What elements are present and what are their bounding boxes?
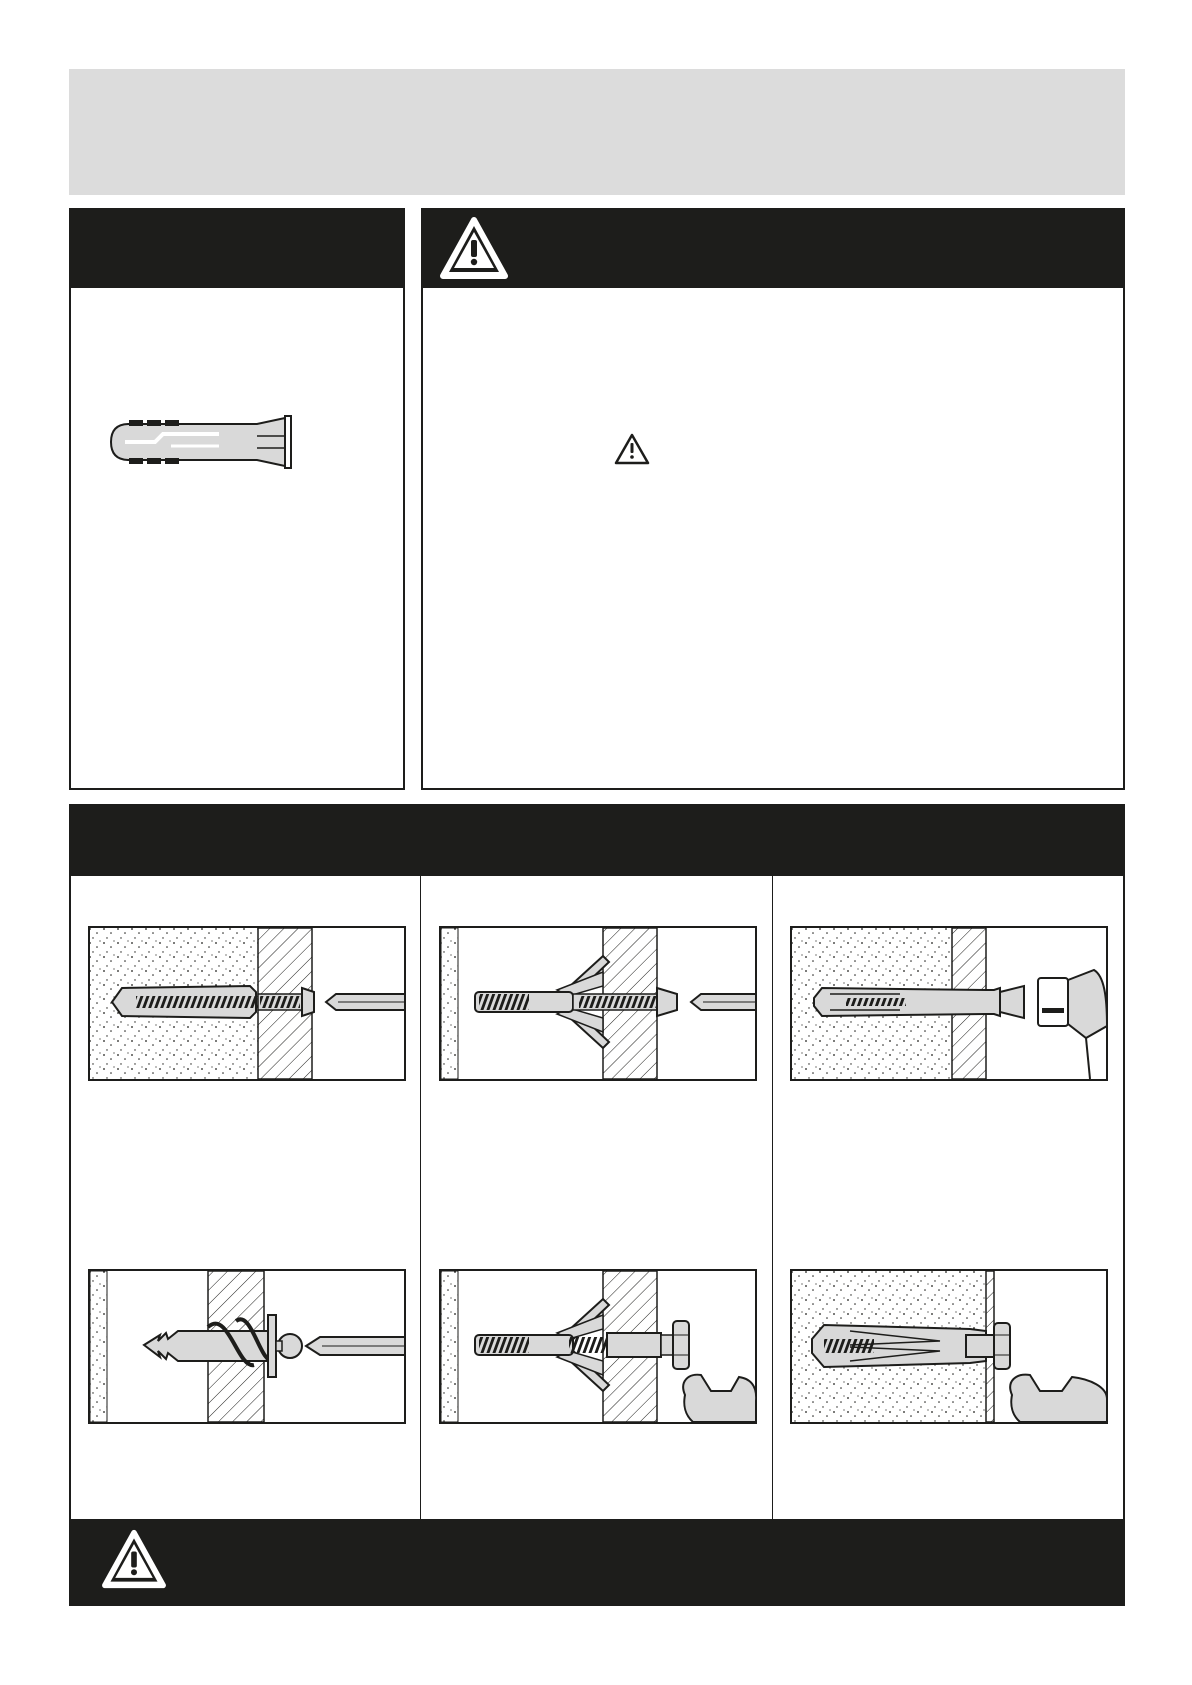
fixings-section-header [71,806,1123,876]
left-panel-header [71,210,403,288]
column-divider [772,876,773,1519]
left-panel-text [71,288,403,312]
footer-warning-bar [71,1519,1123,1604]
spring-toggle-fixing-icon [439,926,757,1081]
right-panel [421,208,1125,790]
hammer-fixing-icon [790,926,1108,1081]
spring-toggle-bolt-spanner-icon [439,1269,757,1424]
left-panel-title [71,210,403,258]
left-panel [69,208,405,790]
warning-triangle-icon [439,216,509,282]
warning-triangle-icon [101,1529,167,1591]
self-drill-plasterboard-fixing-icon [88,1269,406,1424]
fixings-section [69,804,1125,1606]
sleeve-anchor-spanner-icon [790,1269,1108,1424]
fixings-section-title [71,806,1123,846]
top-banner [69,69,1125,195]
right-panel-text [423,288,1123,312]
right-panel-header [423,210,1123,288]
banner-title [69,69,1125,109]
column-divider [420,876,421,1519]
wall-plug-icon [107,412,317,472]
wall-plug-in-masonry-icon [88,926,406,1081]
inline-warning-icon [613,432,651,466]
